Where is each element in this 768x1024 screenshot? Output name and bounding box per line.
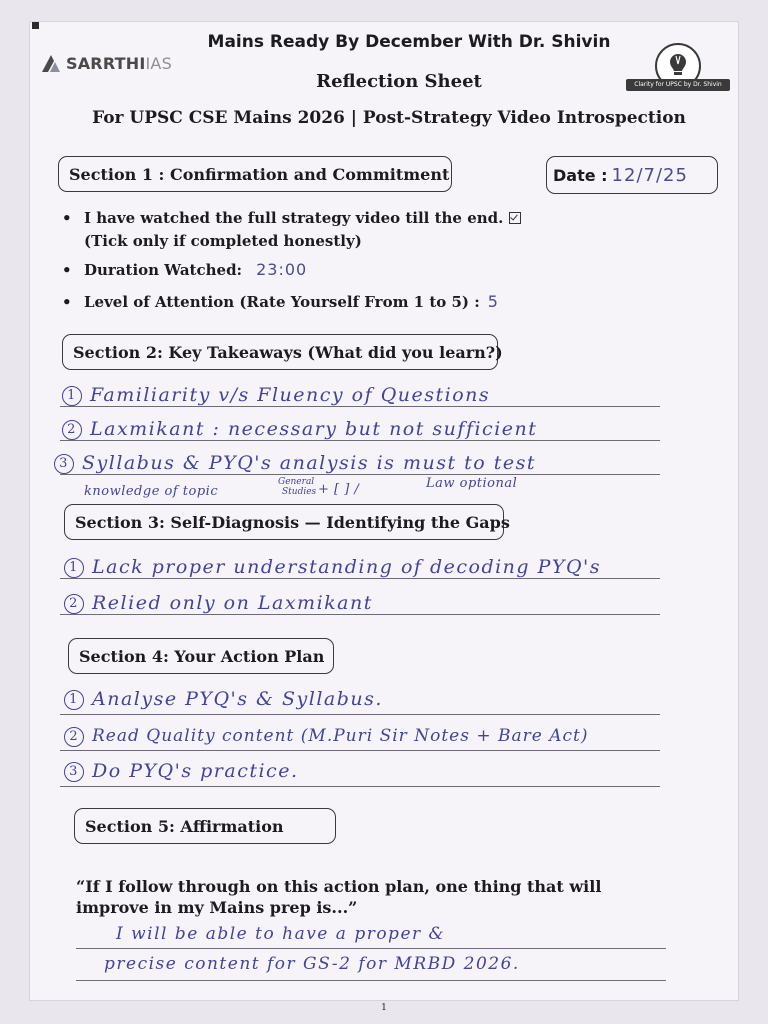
answer-line — [76, 980, 666, 981]
answer-line — [60, 474, 660, 475]
plus-sign: + [ ] / — [318, 482, 360, 497]
duration-label: Duration Watched: — [84, 261, 243, 279]
watched-statement: I have watched the full strategy video till the end. — [84, 209, 504, 227]
section1-heading: Section 1 : Confirmation and Commitment — [58, 156, 452, 192]
watched-note: (Tick only if completed honestly) — [84, 232, 362, 250]
attention-bullet — [62, 292, 499, 312]
brand-name: SARRTHI — [66, 53, 146, 73]
takeaway-3: 3 Syllabus & PYQ's analysis is must to test — [54, 452, 536, 474]
sheet-subtitle: Reflection Sheet — [316, 71, 482, 92]
affirmation-answer-1: I will be able to have a proper & — [116, 924, 446, 944]
answer-line — [60, 440, 660, 441]
action-3: 3 Do PYQ's practice. — [64, 760, 298, 782]
sheet-tagline: For UPSC CSE Mains 2026 | Post-Strategy Video Introspection — [92, 108, 686, 128]
checked-checkbox-icon[interactable] — [509, 212, 521, 224]
action-1: 1 Analyse PYQ's & Syllabus. — [64, 688, 383, 710]
page-number: 1 — [381, 1003, 387, 1013]
date-box — [546, 156, 718, 194]
note-general: General — [278, 477, 315, 487]
answer-line — [76, 948, 666, 949]
duration-value: 23:00 — [256, 260, 308, 279]
section2-heading: Section 2: Key Takeaways (What did you learn?) — [62, 334, 498, 370]
sheet-title: Mains Ready By December With Dr. Shivin — [207, 32, 611, 52]
section4-heading: Section 4: Your Action Plan — [68, 638, 334, 674]
section3-heading: Section 3: Self-Diagnosis — Identifying the Gaps — [64, 504, 504, 540]
brand-suffix: IAS — [145, 53, 172, 73]
duration-bullet — [62, 260, 307, 280]
answer-line — [60, 786, 660, 787]
answer-line — [60, 614, 660, 615]
takeaway-3-continuation: knowledge of topic — [84, 484, 219, 499]
attention-label: Level of Attention (Rate Yourself From 1 to 5) : — [84, 293, 480, 311]
gap-2: 2 Relied only on Laxmikant — [64, 592, 373, 614]
attention-value: 5 — [487, 292, 499, 311]
section5-heading: Section 5: Affirmation — [74, 808, 336, 844]
answer-line — [60, 750, 660, 751]
watched-bullet — [62, 208, 521, 228]
affirmation-answer-2: precise content for GS-2 for MRBD 2026. — [104, 954, 520, 974]
note-law-optional: Law optional — [426, 476, 518, 491]
date-value: 12/7/25 — [611, 164, 688, 186]
corner-mark — [32, 22, 39, 29]
note-studies: Studies — [282, 487, 317, 497]
action-2: 2 Read Quality content (M.Puri Sir Notes + Bare Act) — [64, 726, 588, 747]
takeaway-1: 1 Familiarity v/s Fluency of Questions — [62, 384, 490, 406]
answer-line — [60, 578, 660, 579]
answer-line — [60, 406, 660, 407]
badge-label: Clarity for UPSC by Dr. Shivin — [626, 79, 730, 91]
affirmation-prompt: “If I follow through on this action plan, one thing that will improve in my Mains prep is...” — [76, 877, 602, 917]
gap-1: 1 Lack proper understanding of decoding PYQ's — [64, 556, 601, 578]
takeaway-2: 2 Laxmikant : necessary but not sufficient — [62, 418, 537, 440]
date-label: Date : — [553, 165, 608, 185]
answer-line — [60, 714, 660, 715]
